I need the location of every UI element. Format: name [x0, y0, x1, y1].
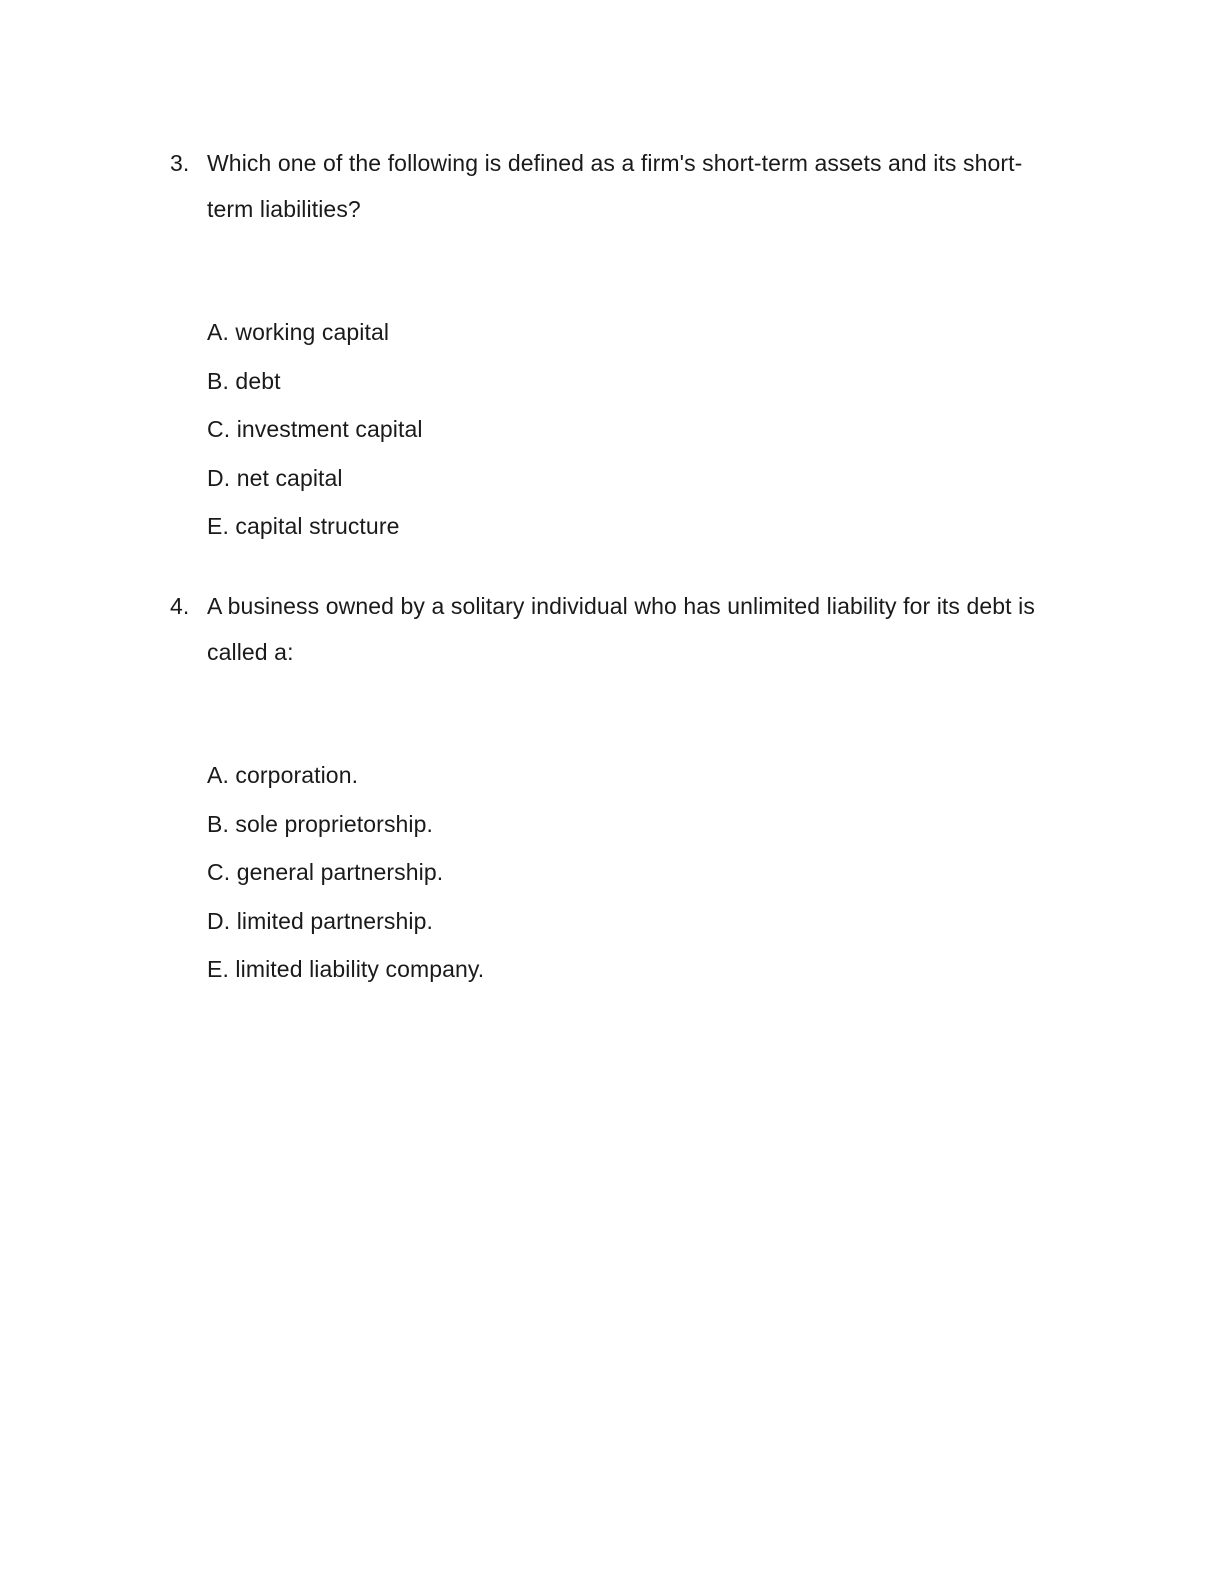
option-b: B. debt [207, 367, 281, 394]
question-3 [170, 140, 1050, 551]
question-text: Which one of the following is defined as a firm's short-term assets and its short-term liabilities? [207, 150, 1023, 222]
question-stem [170, 583, 1050, 675]
question-number: 3. [170, 150, 190, 176]
option-b: B. sole proprietorship. [207, 810, 434, 837]
question-4 [170, 583, 1050, 994]
option-d: D. net capital [207, 464, 343, 491]
answer-options [170, 751, 1050, 994]
option-c: C. investment capital [207, 416, 423, 442]
option-a: A. corporation. [207, 762, 359, 788]
option-a: A. working capital [207, 319, 390, 345]
option-c: C. general partnership. [207, 859, 444, 885]
answer-options [170, 308, 1050, 551]
option-d: D. limited partnership. [207, 907, 433, 934]
option-e: E. limited liability company. [207, 956, 485, 982]
question-text: A business owned by a solitary individual who has unlimited liability for its debt is called a: [207, 593, 1035, 665]
option-e: E. capital structure [207, 513, 400, 539]
question-stem [170, 140, 1050, 232]
question-number: 4. [170, 593, 190, 619]
